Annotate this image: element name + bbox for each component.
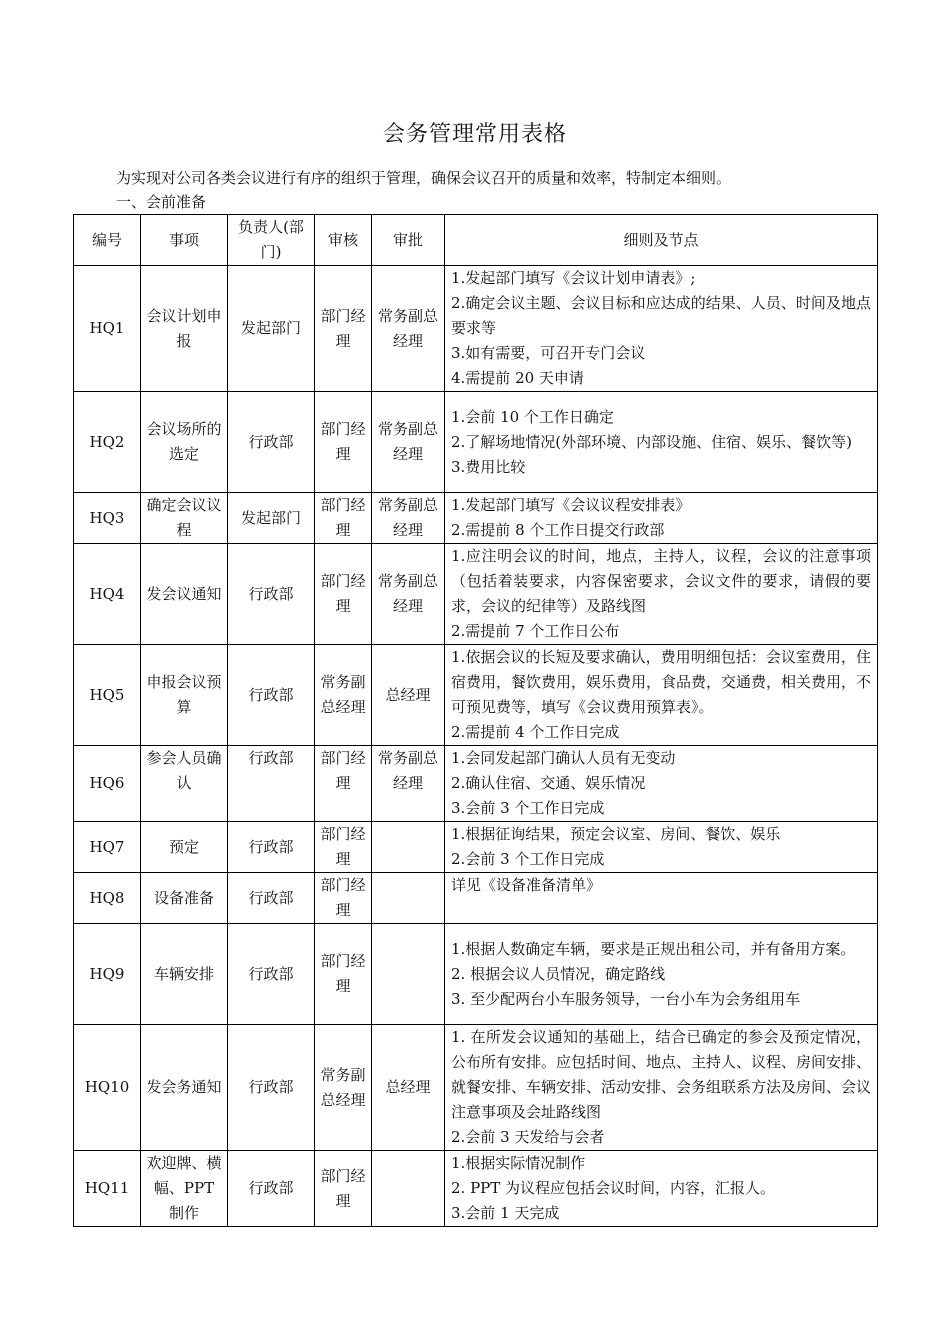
cell-code: HQ9: [74, 924, 141, 1025]
header-details: 细则及节点: [445, 215, 878, 266]
cell-approve: 总经理: [372, 1025, 445, 1151]
header-review: 审核: [315, 215, 372, 266]
table-row: [74, 924, 878, 1025]
cell-code: HQ7: [74, 822, 141, 873]
cell-details: [445, 493, 878, 544]
detail-line: 1.发起部门填写《会议计划申请表》;: [451, 269, 696, 287]
detail-line: 3.如有需要，可召开专门会议: [451, 344, 646, 362]
detail-line: 1.根据征询结果，预定会议室、房间、餐饮、娱乐: [451, 825, 781, 843]
cell-details: [445, 1151, 878, 1227]
detail-line: 详见《设备准备清单》: [451, 876, 602, 894]
cell-code: HQ4: [74, 544, 141, 645]
cell-details: [445, 822, 878, 873]
cell-code: HQ6: [74, 746, 141, 822]
cell-details: [445, 746, 878, 822]
header-item: 事项: [141, 215, 228, 266]
page-title: 会务管理常用表格: [382, 122, 567, 147]
detail-line: 2.需提前 4 个工作日完成: [451, 723, 620, 741]
cell-owner: 行政部: [228, 392, 315, 493]
intro-paragraph: 为实现对公司各类会议进行有序的组织于管理，确保会议召开的质量和效率，特制定本细则。: [116, 169, 732, 187]
detail-line: 1. 在所发会议通知的基础上，结合已确定的参会及预定情况，公布所有安排。应包括时间、地点、主持人、议程、房间安排、就餐安排、车辆安排、活动安排、会务组联系方法及房间、会议注意事项及会址路线图: [451, 1028, 872, 1121]
table-row: [74, 1025, 878, 1151]
cell-item: 预定: [141, 822, 228, 873]
cell-item: 欢迎牌、横幅、PPT 制作: [141, 1151, 228, 1227]
cell-item: 参会人员确认: [141, 746, 228, 822]
cell-review: 部门经理: [315, 266, 372, 392]
cell-details: [445, 392, 878, 493]
cell-review: 部门经理: [315, 822, 372, 873]
cell-approve: 常务副总经理: [372, 493, 445, 544]
cell-code: HQ5: [74, 645, 141, 746]
cell-item: 车辆安排: [141, 924, 228, 1025]
cell-owner: 发起部门: [228, 493, 315, 544]
cell-review: 部门经理: [315, 873, 372, 924]
table-row: [74, 1151, 878, 1227]
cell-owner: 行政部: [228, 544, 315, 645]
table-row: [74, 746, 878, 822]
cell-owner: 行政部: [228, 645, 315, 746]
detail-line: 4.需提前 20 天申请: [451, 369, 584, 387]
detail-line: 2. 根据会议人员情况，确定路线: [451, 964, 666, 983]
cell-review: 常务副总经理: [315, 645, 372, 746]
cell-review: 部门经理: [315, 746, 372, 822]
header-approve: 审批: [372, 215, 445, 266]
cell-approve: [372, 924, 445, 1025]
cell-item: 会议场所的选定: [141, 392, 228, 493]
cell-code: HQ11: [74, 1151, 141, 1227]
detail-line: 2.需提前 8 个工作日提交行政部: [451, 521, 665, 539]
detail-line: 1.发起部门填写《会议议程安排表》: [451, 496, 691, 514]
cell-owner: 行政部: [228, 1025, 315, 1151]
header-code: 编号: [74, 215, 141, 266]
cell-code: HQ10: [74, 1025, 141, 1151]
cell-item: 申报会议预算: [141, 645, 228, 746]
cell-review: 部门经理: [315, 392, 372, 493]
cell-code: HQ1: [74, 266, 141, 392]
cell-review: 部门经理: [315, 493, 372, 544]
cell-item: 发会议通知: [141, 544, 228, 645]
cell-details: [445, 1025, 878, 1151]
table-row: [74, 266, 878, 392]
cell-details: [445, 645, 878, 746]
cell-code: HQ2: [74, 392, 141, 493]
cell-approve: [372, 822, 445, 873]
cell-owner: 行政部: [228, 822, 315, 873]
detail-line: 1.根据实际情况制作: [451, 1154, 586, 1172]
table-row: [74, 544, 878, 645]
cell-details: [445, 924, 878, 1025]
cell-item: 发会务通知: [141, 1025, 228, 1151]
cell-approve: 常务副总经理: [372, 392, 445, 493]
table-row: [74, 873, 878, 924]
cell-review: 常务副总经理: [315, 1025, 372, 1151]
detail-line: 3.会前 3 个工作日完成: [451, 799, 605, 817]
cell-details: [445, 266, 878, 392]
table-row: [74, 392, 878, 493]
detail-line: 1.依据会议的长短及要求确认，费用明细包括：会议室费用，住宿费用，餐饮费用，娱乐费用，食品费，交通费，相关费用，不可预见费等，填写《会议费用预算表》。: [451, 648, 872, 716]
section-heading: 一、会前准备: [116, 193, 207, 211]
detail-line: 1.会前 10 个工作日确定: [451, 407, 614, 426]
detail-line: 1.应注明会议的时间，地点，主持人，议程，会议的注意事项（包括着装要求，内容保密要求，会议文件的要求，请假的要求，会议的纪律等）及路线图: [451, 547, 871, 615]
cell-owner: 发起部门: [228, 266, 315, 392]
cell-approve: 常务副总经理: [372, 266, 445, 392]
cell-owner: 行政部: [228, 1151, 315, 1227]
cell-details: [445, 873, 878, 924]
cell-owner: 行政部: [228, 873, 315, 924]
meeting-prep-table: [73, 214, 878, 1227]
detail-line: 3.费用比较: [451, 457, 526, 476]
detail-line: 2. PPT 为议程应包括会议时间，内容，汇报人。: [451, 1179, 776, 1197]
cell-details: [445, 544, 878, 645]
cell-owner: 行政部: [228, 746, 315, 822]
cell-code: HQ8: [74, 873, 141, 924]
cell-approve: 常务副总经理: [372, 746, 445, 822]
header-owner: 负责人(部门): [228, 215, 315, 266]
cell-review: 部门经理: [315, 544, 372, 645]
detail-line: 1.根据人数确定车辆，要求是正规出租公司，并有备用方案。: [451, 939, 856, 958]
table-row: [74, 493, 878, 544]
cell-owner: 行政部: [228, 924, 315, 1025]
detail-line: 1.会同发起部门确认人员有无变动: [451, 749, 676, 767]
detail-line: 3.会前 1 天完成: [451, 1204, 560, 1222]
detail-line: 2.会前 3 个工作日完成: [451, 850, 605, 868]
table-row: [74, 822, 878, 873]
cell-review: 部门经理: [315, 1151, 372, 1227]
detail-line: 2.确认住宿、交通、娱乐情况: [451, 774, 646, 792]
table-row: [74, 645, 878, 746]
detail-line: 2.了解场地情况(外部环境、内部设施、住宿、娱乐、餐饮等): [451, 432, 853, 451]
detail-line: 2.确定会议主题、会议目标和应达成的结果、人员、时间及地点要求等: [451, 294, 871, 337]
table-header-row: [74, 215, 878, 266]
cell-approve: 总经理: [372, 645, 445, 746]
cell-review: 部门经理: [315, 924, 372, 1025]
cell-code: HQ3: [74, 493, 141, 544]
detail-line: 2.会前 3 天发给与会者: [451, 1128, 605, 1146]
cell-item: 设备准备: [141, 873, 228, 924]
detail-line: 2.需提前 7 个工作日公布: [451, 622, 620, 640]
cell-item: 确定会议议程: [141, 493, 228, 544]
cell-approve: 常务副总经理: [372, 544, 445, 645]
cell-approve: [372, 873, 445, 924]
detail-line: 3. 至少配两台小车服务领导，一台小车为会务组用车: [451, 989, 801, 1008]
cell-approve: [372, 1151, 445, 1227]
cell-item: 会议计划申报: [141, 266, 228, 392]
